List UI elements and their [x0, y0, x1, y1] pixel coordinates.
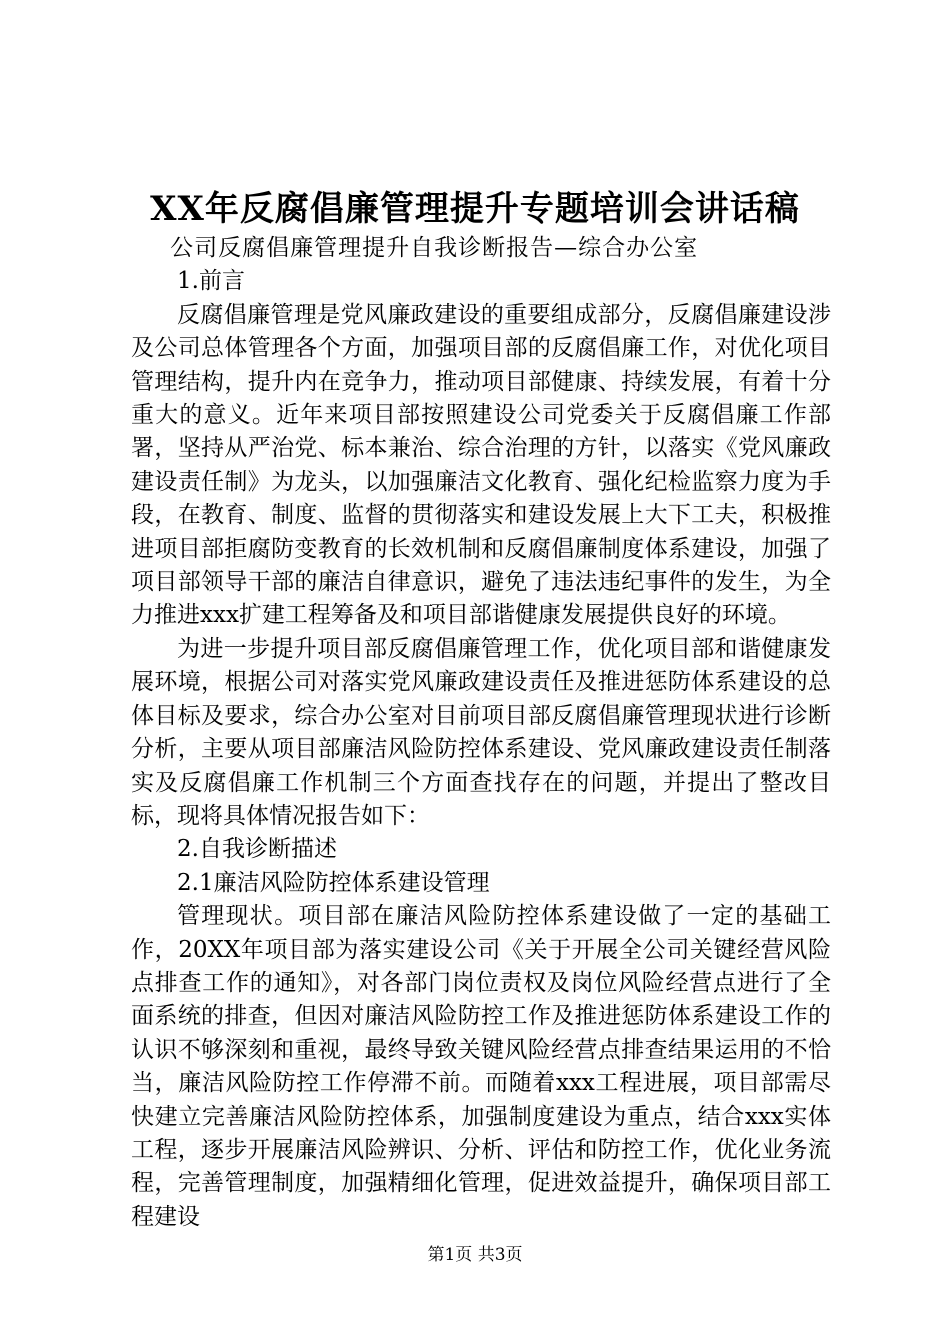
section-heading-self-diagnosis: 2.自我诊断描述 [177, 836, 337, 863]
body-paragraph: 反腐倡廉管理是党风廉政建设的重要组成部分，反腐倡廉建设涉及公司总体管理各个方面，加强项目部的反腐倡廉工作，对优化项目管理结构，提升内在竞争力，推动项目部健康、持续发展，有着十分重大的意义。近年来项目部按照建设公司党委关于反腐倡廉工作部署，坚持从严治党、标本兼治、综合治理的方针，以落实《党风廉政建设责任制》为龙头，以加强廉洁文化教育、强化纪检监察力度为手段，在教育、制度、监督的贯彻落实和建设发展上大下工夫，积极推进项目部拒腐防变教育的长效机制和反腐倡廉制度体系建设，加强了项目部领导干部的廉洁自律意识，避免了违法违纪事件的发生，为全力推进xxx扩建工程筹备及和项目部谐健康发展提供良好的环境。 [131, 301, 831, 629]
page-footer: 第1页 共3页 [427, 1245, 523, 1265]
subsection-heading-risk-control: 2.1廉洁风险防控体系建设管理 [177, 869, 490, 896]
document-body [131, 232, 831, 1234]
body-paragraph: 管理现状。项目部在廉洁风险防控体系建设做了一定的基础工作，20XX年项目部为落实建设公司《关于开展全公司关键经营风险点排查工作的通知》，对各部门岗位责权及岗位风险经营点进行了全面系统的排查，但因对廉洁风险防控工作及推进惩防体系建设工作的认识不够深刻和重视，最终导致关键风险经营点排查结果运用的不恰当，廉洁风险防控工作停滞不前。而随着xxx工程进展，项目部需尽快建立完善廉洁风险防控体系，加强制度建设为重点，结合xxx实体工程，逐步开展廉洁风险辨识、分析、评估和防控工作，优化业务流程，完善管理制度，加强精细化管理，促进效益提升，确保项目部工程建设 [131, 903, 831, 1230]
section-heading-preface: 1.前言 [177, 268, 245, 295]
body-paragraph: 为进一步提升项目部反腐倡廉管理工作，优化项目部和谐健康发展环境，根据公司对落实党风廉政建设责任及推进惩防体系建设的总体目标及要求，综合办公室对目前项目部反腐倡廉管理现状进行诊断分析，主要从项目部廉洁风险防控体系建设、党风廉政建设责任制落实及反腐倡廉工作机制三个方面查找存在的问题，并提出了整改目标，现将具体情况报告如下： [131, 635, 831, 829]
document-title: XX年反腐倡廉管理提升专题培训会讲话稿 [150, 189, 800, 229]
document-subtitle: 公司反腐倡廉管理提升自我诊断报告—综合办公室 [170, 235, 699, 261]
